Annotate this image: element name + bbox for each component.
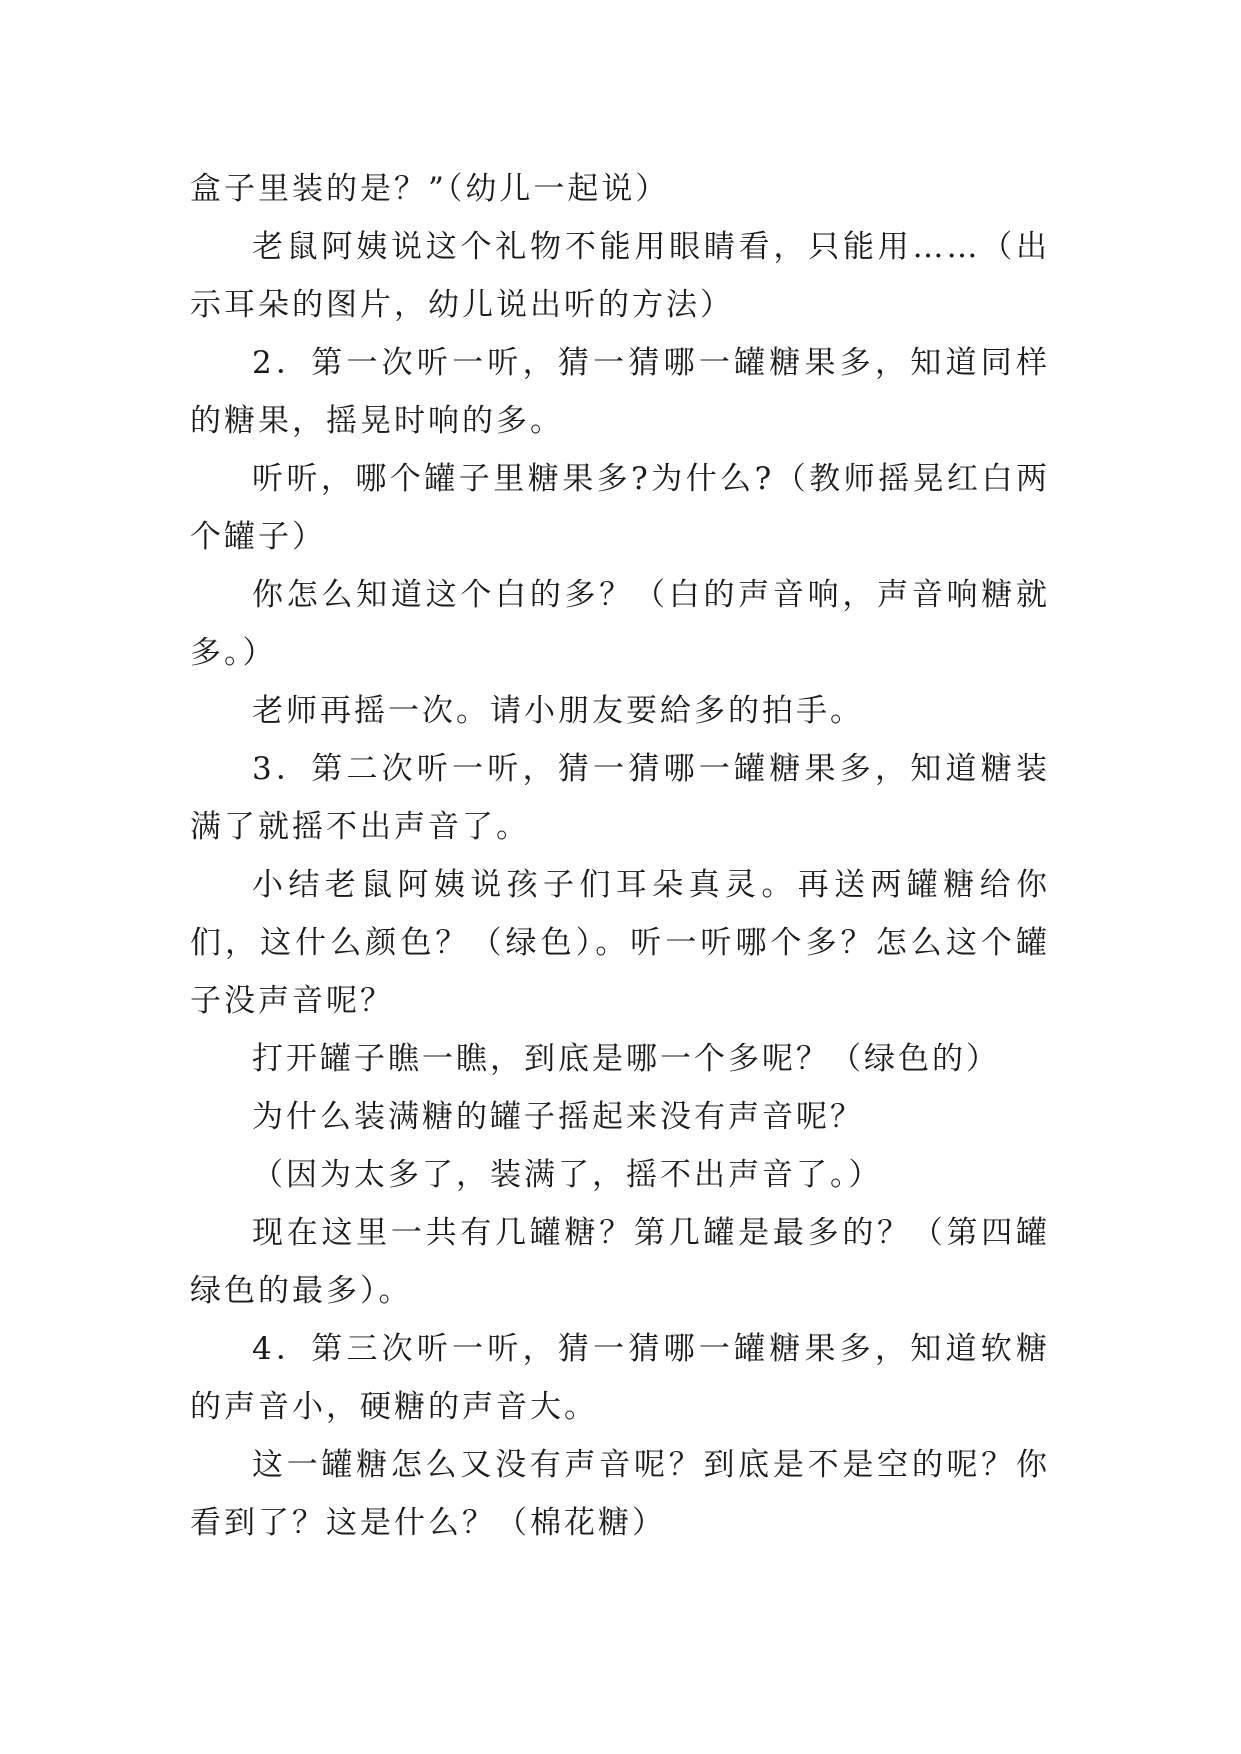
paragraph-7: 3．第二次听一听，猜一猜哪一罐糖果多，知道糖装满了就摇不出声音了。 <box>190 751 1050 845</box>
paragraph-2: 老鼠阿姨说这个礼物不能用眼睛看，只能用……（出示耳朵的图片，幼儿说出听的方法） <box>190 229 1050 323</box>
paragraph-5: 你怎么知道这个白的多？（白的声音响，声音响糖就多。） <box>190 577 1050 671</box>
paragraph-12: 现在这里一共有几罐糖？第几罐是最多的？（第四罐绿色的最多）。 <box>190 1215 1050 1309</box>
paragraph-3: 2．第一次听一听，猜一猜哪一罐糖果多，知道同样的糖果，摇晃时响的多。 <box>190 345 1050 439</box>
paragraph-9: 打开罐子瞧一瞧，到底是哪一个多呢？（绿色的） <box>252 1041 1000 1077</box>
paragraph-11: （因为太多了，装满了，摇不出声音了。） <box>252 1157 883 1193</box>
paragraph-1: 盒子里装的是？”（幼儿一起说） <box>190 171 670 207</box>
document-body <box>190 160 1050 1552</box>
paragraph-4: 听听，哪个罐子里糖果多?为什么?（教师摇晃红白两个罐子） <box>190 461 1050 555</box>
paragraph-10: 为什么装满糖的罐子摇起来没有声音呢？ <box>252 1099 864 1135</box>
paragraph-14: 这一罐糖怎么又没有声音呢？到底是不是空的呢？你看到了？这是什么？（棉花糖） <box>190 1447 1050 1541</box>
paragraph-13: 4．第三次听一听，猜一猜哪一罐糖果多，知道软糖的声音小，硬糖的声音大。 <box>190 1331 1050 1425</box>
paragraph-6: 老师再摇一次。请小朋友要給多的拍手。 <box>252 693 864 729</box>
paragraph-8: 小结老鼠阿姨说孩子们耳朵真灵。再送两罐糖给你们，这什么颜色？（绿色）。听一听哪个多？怎么这个罐子没声音呢？ <box>190 867 1050 1019</box>
